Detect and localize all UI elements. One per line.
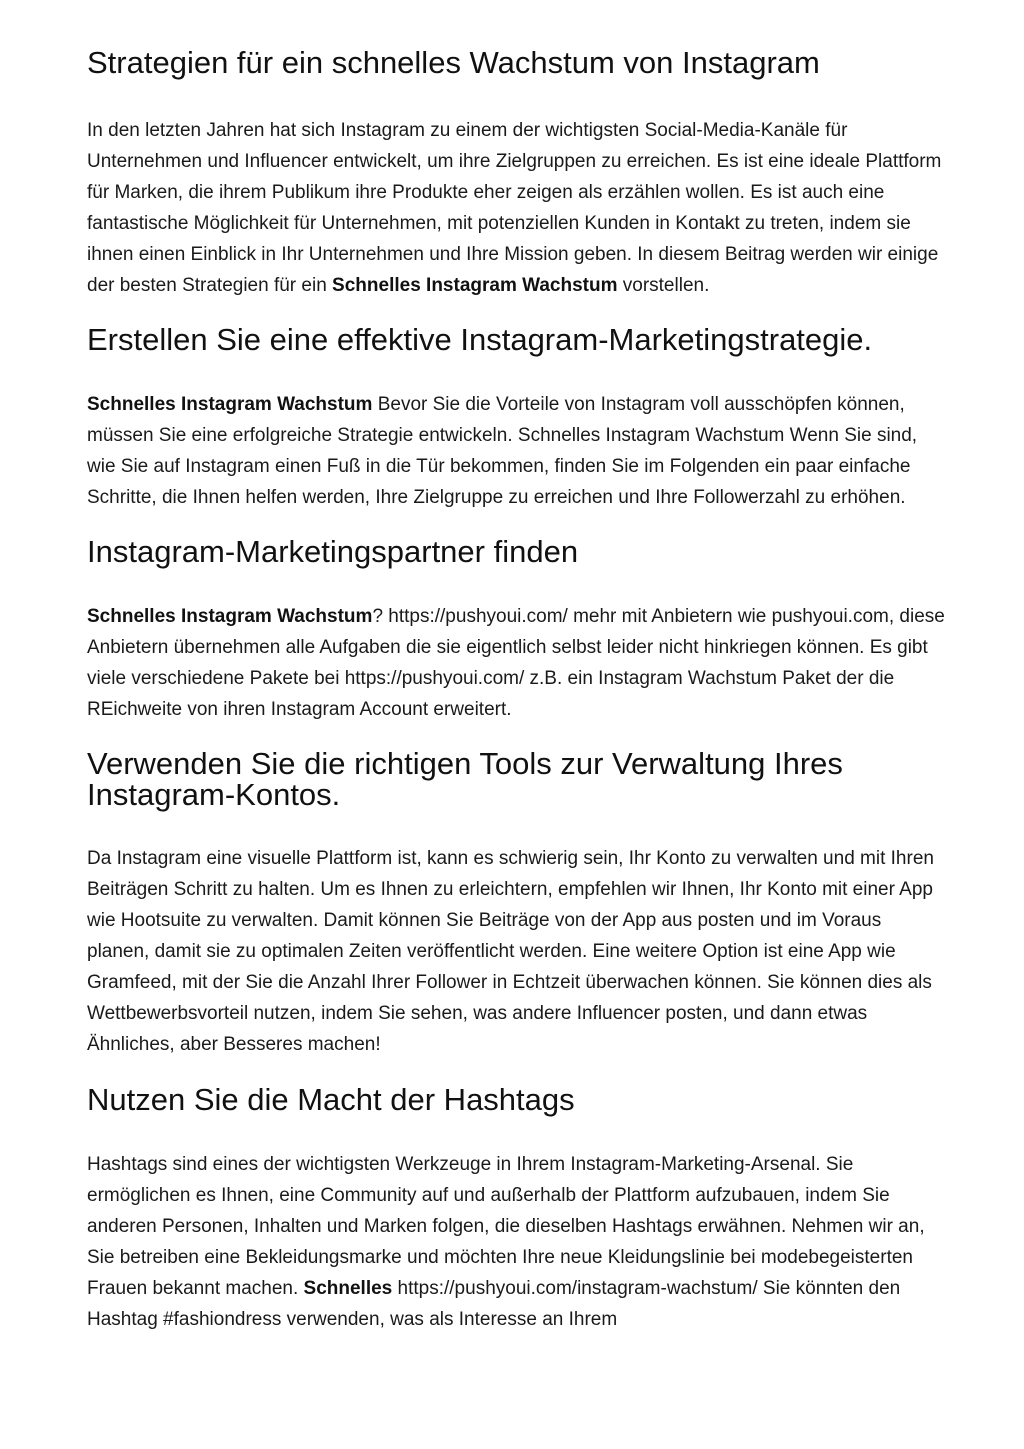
document-page xyxy=(87,0,947,1335)
section-text: Bevor Sie die Vorteile von Instagram voll ausschöpfen können, müssen Sie eine erfolgreiche Strategie entwickeln. Schnelles Instagram Wachstum Wenn Sie sind, wie Sie auf Instagram einen Fuß in die Tür bekommen, finden Sie im Folgenden ein paar einfache Schritte, die Ihnen helfen werden, Ihre Zielgruppe zu erreichen und Ihre Followerzahl zu erhöhen. xyxy=(87,394,918,508)
section-paragraph-tools xyxy=(87,843,947,1060)
section-heading-strategy: Erstellen Sie eine effektive Instagram-Marketingstrategie. xyxy=(87,322,873,357)
section-heading-partner: Instagram-Marketingspartner finden xyxy=(87,534,579,569)
section-text: Da Instagram eine visuelle Plattform ist, kann es schwierig sein, Ihr Konto zu verwalten und mit Ihren Beiträgen Schritt zu halten. Um es Ihnen zu erleichtern, empfehlen wir Ihnen, Ihr Konto mit einer App wie Hootsuite zu verwalten. Damit können Sie Beiträge von der App aus posten und im Voraus planen, damit sie zu optimalen Zeiten veröffentlicht werden. Eine weitere Option ist eine App wie Gramfeed, mit der Sie die Anzahl Ihrer Follower in Echtzeit überwachen können. Sie können dies als Wettbewerbsvorteil nutzen, indem Sie sehen, was andere Influencer posten, und dann etwas Ähnliches, aber Besseres machen! xyxy=(87,848,934,1055)
document-title: Strategien für ein schnelles Wachstum von Instagram xyxy=(87,45,820,80)
section-text: ? https://pushyoui.com/ mehr mit Anbietern wie pushyoui.com, diese Anbietern übernehmen alle Aufgaben die sie eigentlich selbst leider nicht hinkriegen können. Es gibt viele verschiedene Pakete bei https://pushyoui.com/ z.B. ein Instagram Wachstum Paket der die REichweite von ihren Instagram Account erweitert. xyxy=(87,606,945,720)
intro-text: In den letzten Jahren hat sich Instagram zu einem der wichtigsten Social-Media-Kanäle für Unternehmen und Influencer entwickelt, um ihre Zielgruppen zu erreichen. Es ist eine ideale Plattform für Marken, die ihrem Publikum ihre Produkte eher zeigen als erzählen wollen. Es ist auch eine fantastische Möglichkeit für Unternehmen, mit potenziellen Kunden in Kontakt zu treten, indem sie ihnen einen Einblick in Ihr Unternehmen und Ihre Mission geben. In diesem Beitrag werden wir einige der besten Strategien für ein xyxy=(87,120,942,296)
section-paragraph-partner xyxy=(87,601,947,725)
section-tail: https://pushyoui.com/instagram-wachstum/ Sie könnten den Hashtag #fashiondress verwenden, was als Interesse an Ihrem xyxy=(87,1278,901,1330)
section-paragraph-hashtags xyxy=(87,1149,947,1335)
section-bold: Schnelles Instagram Wachstum xyxy=(87,394,373,415)
intro-tail: vorstellen. xyxy=(617,275,710,296)
section-text: Hashtags sind eines der wichtigsten Werkzeuge in Ihrem Instagram-Marketing-Arsenal. Sie ermöglichen es Ihnen, eine Community auf und außerhalb der Plattform aufzubauen, indem Sie anderen Personen, Inhalten und Marken folgen, die dieselben Hashtags erwähnen. Nehmen wir an, Sie betreiben eine Bekleidungsmarke und möchten Ihre neue Kleidungslinie bei modebegeisterten Frauen bekannt machen. xyxy=(87,1154,925,1299)
section-heading-hashtags: Nutzen Sie die Macht der Hashtags xyxy=(87,1082,575,1117)
section-heading-tools: Verwenden Sie die richtigen Tools zur Verwaltung Ihres Instagram-Kontos. xyxy=(87,746,843,812)
intro-paragraph xyxy=(87,115,947,301)
intro-bold: Schnelles Instagram Wachstum xyxy=(332,275,618,296)
section-paragraph-strategy xyxy=(87,389,947,513)
section-bold: Schnelles Instagram Wachstum xyxy=(87,606,373,627)
section-bold: Schnelles xyxy=(303,1278,393,1299)
